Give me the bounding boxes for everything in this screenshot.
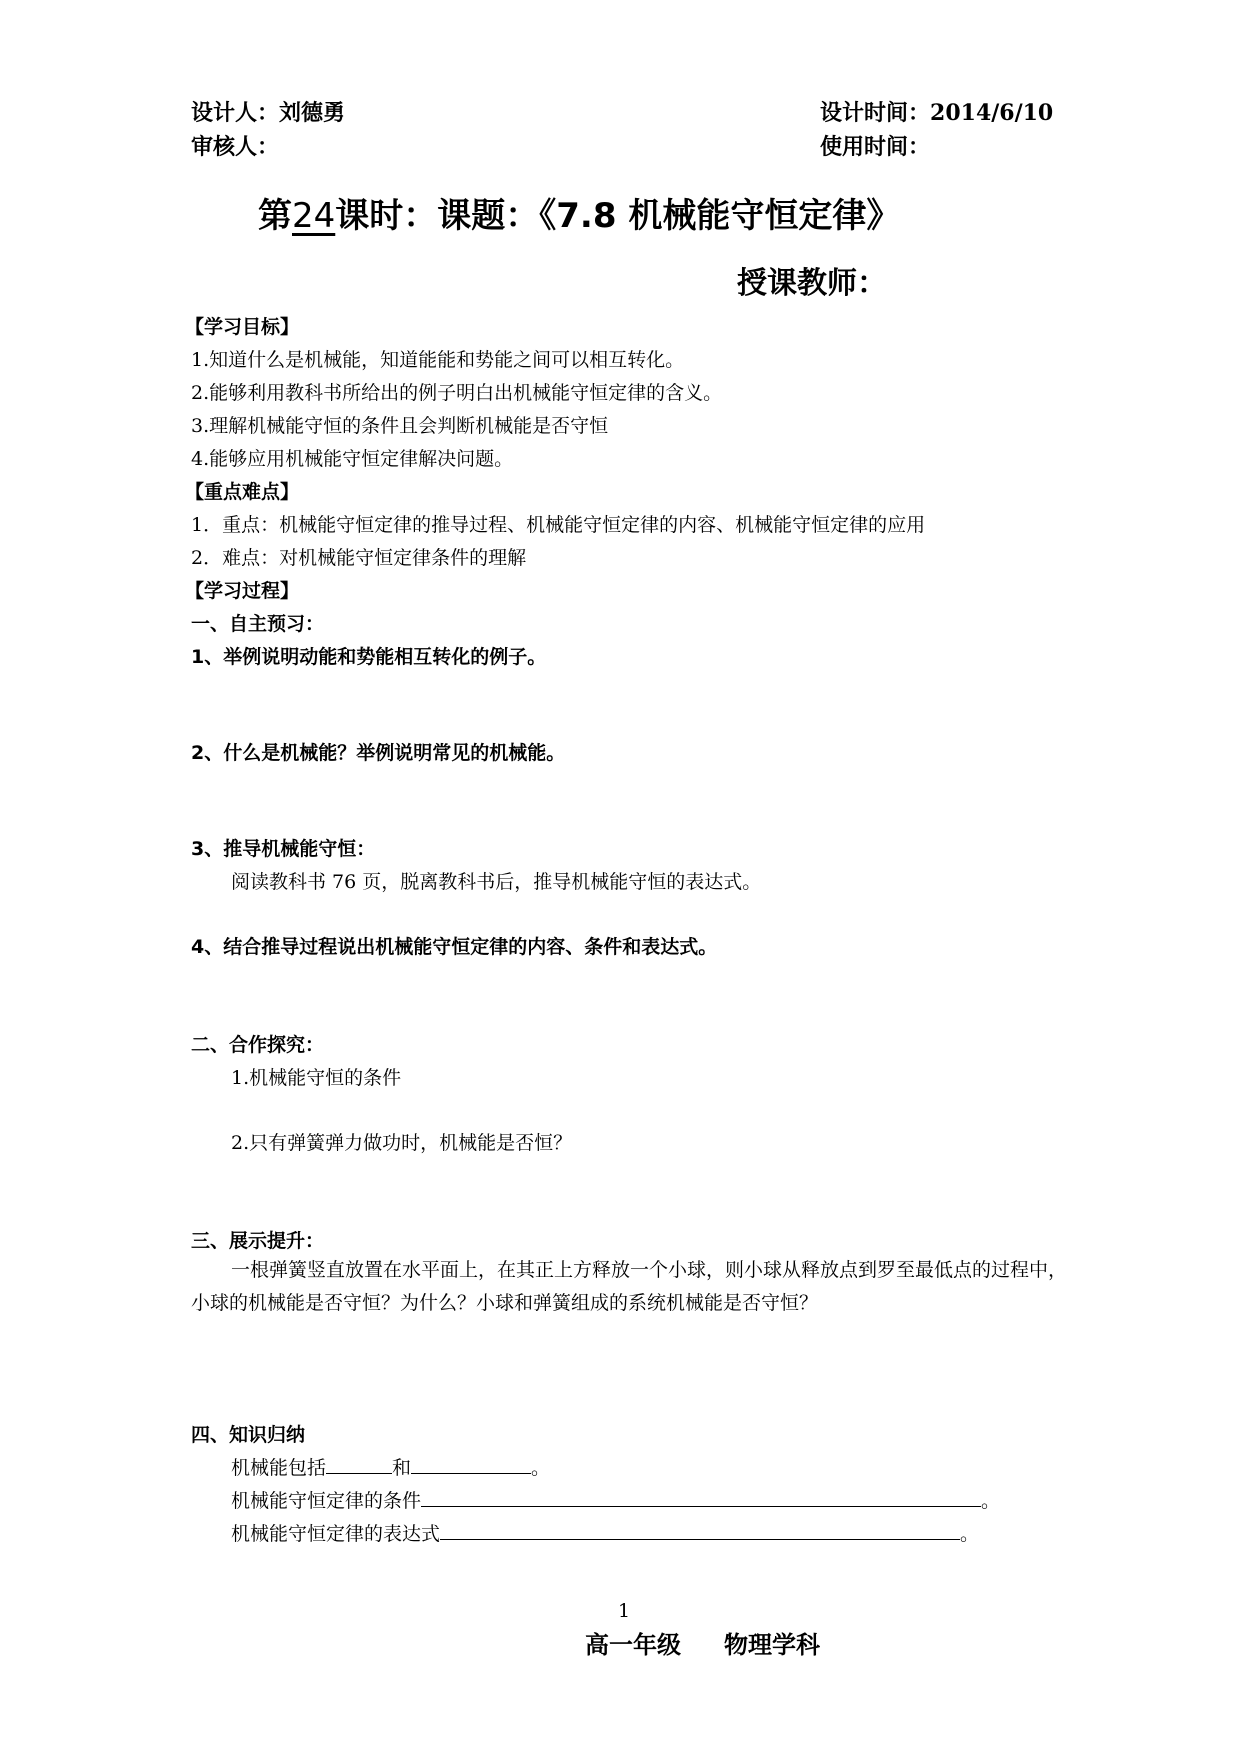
summary-line2-end: 。 (981, 1490, 1001, 1512)
summary-line1-a: 机械能包括 (231, 1457, 327, 1479)
summary-line2-label: 机械能守恒定律的条件 (231, 1490, 422, 1512)
title-prefix: 第 (258, 196, 292, 236)
goal-item: 2.能够利用教科书所给出的例子明白出机械能守恒定律的含义。 (191, 382, 723, 404)
summary-line-1 (231, 1453, 550, 1480)
title-suffix: 课时：课题：《7.8 机械能守恒定律》 (335, 196, 901, 236)
summary-line3-end: 。 (960, 1523, 980, 1545)
keypoint-item: 2．难点：对机械能守恒定律条件的理解 (191, 547, 527, 569)
page-number: 1 (618, 1600, 631, 1622)
design-time-label: 设计时间： (820, 101, 931, 126)
summary-line1-b: 和 (392, 1457, 412, 1479)
process-heading: 【学习过程】 (185, 580, 300, 602)
page-title (258, 188, 900, 237)
fill-blank[interactable] (440, 1521, 960, 1540)
preview-heading: 一、自主预习： (191, 613, 325, 635)
summary-line-2 (231, 1486, 1000, 1513)
lesson-number: 24 (292, 196, 336, 236)
preview-q3: 3、推导机械能守恒： (191, 838, 376, 860)
cooperate-item: 1.机械能守恒的条件 (231, 1067, 402, 1089)
design-time-value: 2014/6/10 (930, 100, 1054, 126)
keypoint-item: 1．重点：机械能守恒定律的推导过程、机械能守恒定律的内容、机械能守恒定律的应用 (191, 514, 926, 536)
design-time (820, 96, 1053, 127)
preview-q4: 4、结合推导过程说出机械能守恒定律的内容、条件和表达式。 (191, 936, 718, 958)
cooperate-heading: 二、合作探究： (191, 1034, 325, 1056)
fill-blank[interactable] (326, 1455, 392, 1474)
summary-line1-end: 。 (531, 1457, 551, 1479)
summary-heading: 四、知识归纳 (191, 1424, 306, 1446)
summary-line-3 (231, 1519, 979, 1546)
preview-q2: 2、什么是机械能？举例说明常见的机械能。 (191, 742, 566, 764)
teacher-label: 授课教师： (737, 266, 887, 301)
goal-item: 3.理解机械能守恒的条件且会判断机械能是否守恒 (191, 415, 609, 437)
reviewer: 审核人： (191, 135, 280, 160)
footer-grade: 高一年级 (585, 1631, 681, 1659)
footer-subject: 物理学科 (724, 1631, 820, 1659)
designer: 设计人：刘德勇 (191, 101, 346, 126)
goal-item: 4.能够应用机械能守恒定律解决问题。 (191, 448, 514, 470)
preview-q1: 1、举例说明动能和势能相互转化的例子。 (191, 646, 547, 668)
goals-heading: 【学习目标】 (185, 316, 300, 338)
show-problem: 一根弹簧竖直放置在水平面上，在其正上方释放一个小球，则小球从释放点到罗至最低点的过程中，小球的机械能是否守恒？为什么？小球和弹簧组成的系统机械能是否守恒？ (191, 1259, 1068, 1314)
fill-blank[interactable] (421, 1488, 981, 1507)
goal-item: 1.知道什么是机械能，知道能能和势能之间可以相互转化。 (191, 349, 685, 371)
cooperate-item: 2.只有弹簧弹力做功时，机械能是否恒？ (231, 1132, 573, 1154)
preview-q3-detail: 阅读教科书 76 页，脱离教科书后，推导机械能守恒的表达式。 (231, 871, 762, 893)
summary-line3-label: 机械能守恒定律的表达式 (231, 1523, 441, 1545)
fill-blank[interactable] (411, 1455, 531, 1474)
show-heading: 三、展示提升： (191, 1230, 325, 1252)
keypoints-heading: 【重点难点】 (185, 481, 300, 503)
use-time: 使用时间： (820, 135, 931, 160)
